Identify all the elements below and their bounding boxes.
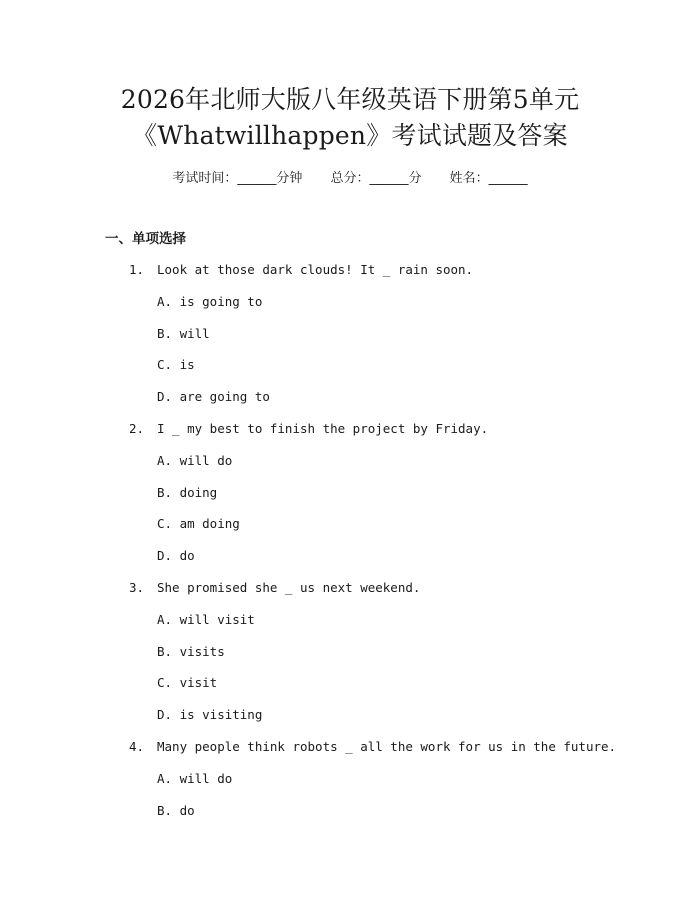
page-title-line-2: 《Whatwillhappen》考试试题及答案 <box>132 121 568 150</box>
answer-option: A. will do <box>157 452 233 468</box>
answer-option: B. will <box>157 325 210 341</box>
answer-option: D. is visiting <box>157 707 263 723</box>
section-heading: 一、单项选择 <box>105 231 186 247</box>
question-number: 3. <box>129 580 145 595</box>
answer-option: A. is going to <box>157 293 263 309</box>
question-number: 2. <box>129 421 145 436</box>
answer-option: A. will visit <box>157 611 255 627</box>
answer-option: B. visits <box>157 643 225 659</box>
answer-option: D. do <box>157 548 195 564</box>
answer-option: D. are going to <box>157 389 270 405</box>
answer-option: B. do <box>157 802 195 818</box>
page-title-line-1: 2026年北师大版八年级英语下册第5单元 <box>120 85 580 114</box>
question-text: I _ my best to finish the project by Friday. <box>157 421 489 436</box>
question-number: 1. <box>129 262 145 277</box>
answer-option: C. visit <box>157 675 218 691</box>
answer-option: A. will do <box>157 770 233 786</box>
question-text: Look at those dark clouds! It _ rain soon. <box>157 262 474 277</box>
question-text: She promised she _ us next weekend. <box>157 580 421 595</box>
exam-info-line <box>0 169 700 189</box>
question-text: Many people think robots _ all the work for us in the future. <box>157 739 617 754</box>
answer-option: C. is <box>157 357 195 373</box>
total-score-field: 总分：______分 <box>330 171 422 186</box>
question-number: 4. <box>129 739 145 754</box>
answer-option: C. am doing <box>157 516 240 532</box>
student-name-field: 姓名：______ <box>449 171 528 186</box>
exam-time-field: 考试时间：______分钟 <box>172 171 303 186</box>
answer-option: B. doing <box>157 484 218 500</box>
